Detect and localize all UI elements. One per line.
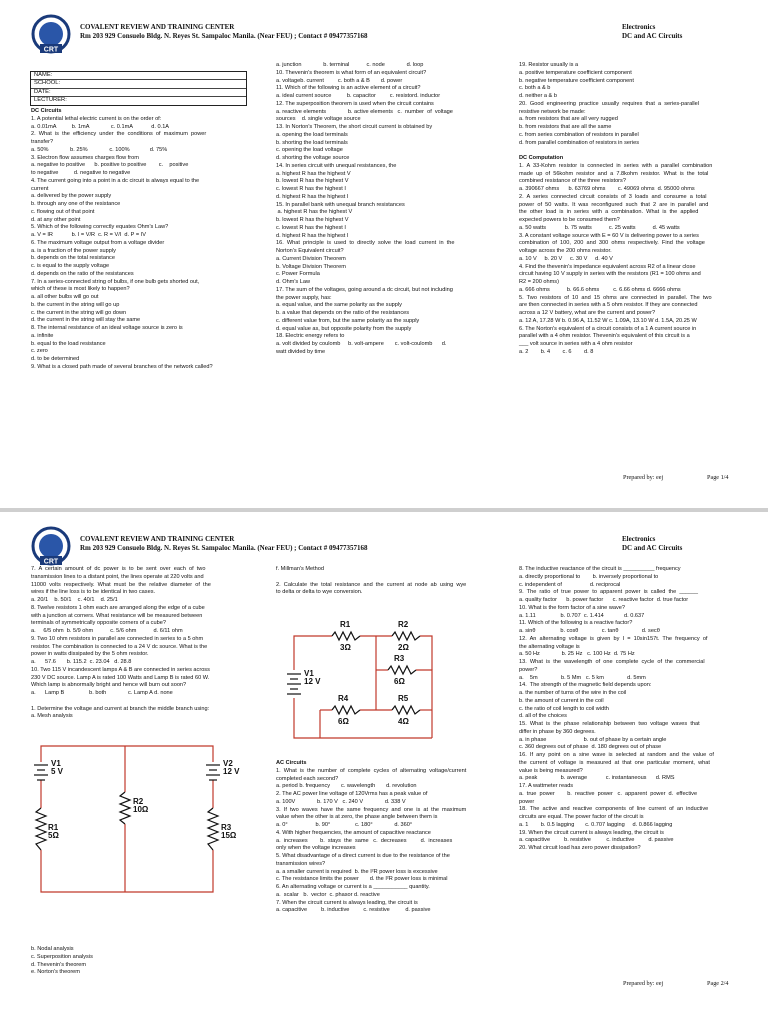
text-line: terminals of symmetrically opposite corners of a cube?: [31, 620, 166, 627]
circuit-diagram-1: [33, 732, 255, 912]
text-line: b. lowest R has the highest V: [276, 178, 349, 185]
topic-title: DC and AC Circuits: [622, 544, 683, 552]
text-line: d. neither a & b: [519, 93, 557, 99]
text-line: a. quality factor b. power factor c. reactive factor d. true factor: [519, 597, 689, 603]
text-line: a. 20/1 b. 50/1 c. 40/1 d. 25/1: [31, 597, 118, 603]
text-line: a. capacitive b. resistive c. inductive d. passive: [519, 837, 674, 844]
text-line: current: [31, 185, 49, 192]
text-line: a. negative to positive b. positive to positive c. positive: [31, 162, 189, 169]
r3-value: 15Ω: [221, 831, 237, 840]
text-line: a. peak b. average c. instantaneous d. RMS: [519, 775, 675, 782]
text-line: the alternating voltage is: [519, 643, 580, 650]
text-line: a. Current Division Theorem: [276, 255, 346, 262]
text-line: 16. What principle is used to directly solve the load current in the: [276, 240, 455, 247]
text-line: 1. A 33-Kohm resistor is connected in series with a parallel combination: [519, 162, 713, 169]
v1-value: 5 V: [51, 767, 64, 776]
text-line: value when the other is at zero, the phase angle between them is: [276, 814, 438, 821]
footer-prepared: Prepared by: eej: [623, 474, 664, 481]
r3-value: 6Ω: [394, 677, 405, 686]
school-logo: [30, 14, 72, 60]
text-line: d. from parallel combination of resistors in series: [519, 139, 640, 146]
text-line: a. 0° b. 90° c. 180° d. 360°: [276, 822, 413, 828]
text-line: power: [519, 798, 535, 805]
text-line: a. 1.11 b. 0.707 c. 1.414 d. 0.637: [519, 612, 645, 619]
text-line: 3. Electron flow assumes charges flow from: [31, 154, 139, 161]
text-line: 1. A potential lethal electric current is on the order of:: [31, 115, 162, 122]
text-line: 10. Thevenin's theorem is what form of an equivalent circuit?: [276, 69, 427, 76]
text-line: a. period b. frequency c. wavelength d. revolution: [276, 783, 417, 790]
text-line: d. all of the choices: [519, 713, 567, 720]
text-line: watt divided by time: [276, 348, 326, 355]
r2-label: R2: [398, 620, 409, 629]
text-line: 15. In parallel bank with unequal branch resistances: [276, 201, 405, 208]
lecturer-field[interactable]: LECTURER:: [34, 97, 67, 104]
top-wire: [41, 746, 213, 762]
text-line: parallel with a 4 ohm resistor. Thevenin's equivalent of this circuit is a: [519, 333, 690, 340]
text-line: 18. Electric energy refers to: [276, 333, 345, 340]
v2-label: V2: [223, 759, 233, 768]
text-line: c. is equal to the supply voltage: [31, 263, 110, 269]
page2-column-1-bottom: [31, 946, 255, 977]
text-line: c. lowest R has the highest I: [276, 186, 346, 192]
text-line: b. depends on the total resistance: [31, 255, 115, 262]
text-line: completed each second?: [276, 775, 339, 782]
text-line: c. the ratio of coil length to coil width: [519, 705, 609, 712]
text-line: 10. Two 115 V incandescent lamps A & B are connected in series across: [31, 666, 210, 673]
text-line: c. zero: [31, 348, 48, 355]
center-name: COVALENT REVIEW AND TRAINING CENTER: [80, 23, 235, 31]
text-line: 2. A series connected circuit consists of 3 loads and consume a total: [519, 193, 707, 200]
text-line: AC Circuits: [276, 760, 307, 766]
page2-column-3: [519, 566, 743, 853]
text-line: 11000 volts respectively. What must be the relative diameter of the: [31, 581, 211, 588]
text-line: 3. A constant voltage source with E = 60 V is delivering power to a series: [519, 232, 699, 239]
text-line: value is being measured?: [519, 767, 583, 774]
text-line: the other load is in series with a combination. What is the applied: [519, 209, 699, 216]
text-line: 10. What is the form factor of a sine wave?: [519, 604, 626, 611]
text-line: to delta or delta to wye conversion.: [276, 589, 363, 596]
text-line: 9. Two 10 ohm resistors in parallel are connected in series to a 5 ohm: [31, 635, 204, 642]
text-line: transmission wires?: [276, 860, 326, 867]
text-line: a. a smaller current is required b. the I²R power loss is excessive: [276, 868, 438, 875]
text-line: a. directly proportional to b. inversely proportional to: [519, 573, 659, 580]
text-line: 230 V DC source. Lamp A is rated 100 Watts and Lamp B is rated 60 W.: [31, 674, 210, 681]
name-box: [30, 71, 247, 106]
footer-prepared: Prepared by: eej: [623, 980, 664, 987]
text-line: a. highest R has the highest V: [276, 170, 351, 177]
header-subject: [622, 23, 682, 41]
text-line: c. 360 degrees out of phase d. 180 degrees out of phase: [519, 744, 662, 751]
text-line: 3. If two waves have the same frequency and one is at the maximum: [276, 806, 467, 813]
text-line: d. Ohm's Law: [276, 279, 311, 285]
text-line: c. both a & b: [519, 85, 551, 92]
text-line: combined resistance of the three resistors?: [519, 178, 626, 185]
text-line: across a 12 V battery, what are the current and power?: [519, 310, 656, 316]
text-line: d. depends on the ratio of the resistances: [31, 270, 134, 277]
center-address: Rm 203 929 Consuelo Bldg. N. Reyes St. Sampaloc Manila. (Near FEU) ; Contact # 09477357168: [80, 544, 368, 552]
text-line: 2. Calculate the total resistance and the current at node ab using wye: [276, 581, 467, 588]
text-line: a. 2 b. 4 c. 6 d. 8: [519, 348, 594, 355]
r1-label: R1: [340, 620, 351, 629]
subject-title: Electronics: [622, 535, 656, 543]
text-line: d. at any other point: [31, 216, 81, 223]
text-line: 17. A wattmeter reads: [519, 783, 574, 789]
text-line: c. flowing out of that point: [31, 208, 95, 215]
text-line: 14. The strength of the magnetic field depends upon:: [519, 682, 652, 689]
text-line: 18. The active and reactive components of line current of an inductive: [519, 806, 709, 813]
text-line: power?: [519, 666, 538, 673]
text-line: a. from resistors that are all very rugged: [519, 116, 618, 123]
text-line: combination of 100, 200 and 300 ohms respectively. Find the voltage: [519, 240, 705, 247]
text-line: a. delivered by the power supply: [31, 193, 112, 200]
text-line: a. 6/5 ohm b. 5/9 ohm c. 5/6 ohm d. 6/11 ohm: [31, 628, 183, 634]
text-line: circuit having 10 V supply in series with the resistors (R1 = 100 ohms and: [519, 271, 701, 278]
text-line: the power supply, has:: [276, 294, 332, 301]
text-line: 15. What is the phase relationship between two voltage waves that: [519, 721, 700, 727]
text-line: differ in phase by 360 degrees.: [519, 728, 596, 735]
text-line: a. increases b. stays the same c. decreases d. increases: [276, 837, 453, 844]
page2-column-1: [31, 566, 255, 721]
text-line: transmission lines to a distant point, the lines operate at 220 volts and: [31, 573, 204, 580]
text-line: a. V = IR b. I = V/R c. R = V/I d. P = IV: [31, 232, 146, 238]
text-line: a. voltageb. current c. both a & B d. power: [276, 77, 403, 84]
text-line: 1. What is the number of complete cycles of alternating voltage/current: [276, 767, 467, 774]
text-line: with a junction at corners. What resistance will be measured between: [31, 612, 203, 619]
text-line: circuits are equal. The power factor of the circuit is: [519, 814, 644, 820]
text-line: b. Voltage Division Theorem: [276, 263, 346, 270]
text-line: made up of 56kohm resistor and a 7.8kohm resistor. What is the total: [519, 170, 709, 177]
text-line: c. the current in the string will go down: [31, 309, 127, 316]
text-line: Norton's Equivalent circuit?: [276, 248, 344, 254]
r4-value: 6Ω: [338, 717, 349, 726]
text-line: wires if the line loss is to be identical in two cases.: [31, 589, 156, 596]
header-center: [80, 23, 367, 41]
text-line: 5. What disadvantage of a direct current is due to the resistance of the: [276, 853, 450, 859]
page-2: [0, 512, 768, 1020]
text-line: 19. Resistor usually is a: [519, 62, 579, 68]
text-line: a. 1 b. 0.5 lagging c. 0.707 lagging d. 0.866 lagging: [519, 821, 673, 828]
text-line: 12. The superposition theorem is used when the circuit contains: [276, 100, 434, 107]
text-line: 8. The internal resistance of an ideal voltage source is zero is: [31, 325, 183, 331]
text-line: d. equal value as, but opposite polarity from the supply: [276, 325, 412, 332]
text-line: power in watts dissipated by the 5 ohm resistor.: [31, 651, 149, 658]
v1-label: V1: [304, 669, 314, 678]
text-line: 17. The sum of the voltages, going around a dc circuit, but not including: [276, 286, 453, 293]
svg-text:CRT: CRT: [43, 46, 59, 54]
text-line: a. 50% b. 25% c. 100% d. 75%: [31, 146, 168, 153]
text-line: 7. In a series-connected string of bulbs, if one bulb gets shorted out,: [31, 278, 200, 285]
text-line: a. positive temperature coefficient component: [519, 69, 632, 76]
r5-value: 4Ω: [398, 717, 409, 726]
r3-label: R3: [221, 823, 232, 832]
text-line: a. volt divided by coulomb b. volt-ampere c. volt-coulomb d.: [276, 341, 447, 347]
text-line: 4. The current going into a point in a dc circuit is always equal to the: [31, 177, 200, 184]
page2-column-2-top: [276, 566, 500, 597]
date-field[interactable]: DATE:: [31, 89, 246, 97]
text-line: 4. With higher frequencies, the amount of capacitive reactance: [276, 829, 431, 836]
text-line: power of 50 watts. It was reconfigured such that 2 are in parallel and: [519, 201, 709, 208]
subject-title: Electronics: [622, 23, 656, 31]
text-line: a. reactive elements b. active elements c. number of voltage: [276, 108, 453, 115]
text-line: a. Lamp B b. both c. Lamp A d. none: [31, 690, 173, 696]
text-line: DC Circuits: [31, 108, 62, 114]
text-line: to negative d. negative to negative: [31, 170, 131, 176]
page2-column-2-bottom: [276, 760, 500, 915]
r5-label: R5: [398, 694, 409, 703]
page-1: [0, 0, 768, 508]
text-line: 7. When the circuit current is always leading, the circuit is: [276, 899, 418, 906]
r2-label: R2: [133, 797, 144, 806]
text-line: 19. When the circuit current is always leading, the circuit is: [519, 829, 664, 836]
footer-page: Page 1/4: [707, 474, 729, 481]
text-line: a. 666 ohms b. 66.6 ohms c. 6.66 ohms d. 6666 ohms: [519, 286, 681, 293]
text-line: a. equal value, and the same polarity as the supply: [276, 302, 402, 309]
text-line: 1. Determine the voltage and current at branch the middle branch using:: [31, 705, 210, 712]
text-line: c. The resistance limits the power d. the I²R power loss is minimal: [276, 876, 448, 883]
text-line: d. highest R has the highest I: [276, 232, 349, 239]
text-line: b. a value that depends on the ratio of the resistances: [276, 310, 410, 316]
text-line: c. lowest R has the highest I: [276, 224, 346, 231]
text-line: 9. The ratio of true power to apparent power is called the ______: [519, 589, 699, 596]
text-line: 20. What circuit load has zero power dissipation?: [519, 845, 641, 851]
text-line: d. Thevenin's theorem: [31, 961, 87, 968]
text-line: 5. Which of the following correctly equates Ohm's Law?: [31, 224, 169, 231]
text-line: resistor. The combination is connected to a 24 V dc source. What is the: [31, 643, 208, 650]
text-line: DC Computation: [519, 155, 564, 161]
text-line: 6. An alternating voltage or current is a ___________ quantity.: [276, 884, 430, 890]
text-line: [519, 147, 743, 155]
text-line: transfer?: [31, 139, 54, 145]
text-line: 20. Good engineering practice usually requires that a series-parallel: [519, 100, 700, 107]
text-line: which of these is most likely to happen?: [31, 286, 130, 293]
text-line: a. the number of turns of the wire in the coil: [519, 690, 627, 696]
text-line: Which lamp is abnormally bright and hence will burn out soon?: [31, 682, 187, 689]
r2-value: 10Ω: [133, 805, 149, 814]
text-line: a. 12 A, 17.28 W b. 0.96 A, 11.52 W c. 1.09A, 13.10 W d. 1.5A, 20.25 W: [519, 317, 697, 324]
text-line: a. 50 watts b. 75 watts c. 25 watts d. 45 watts: [519, 224, 680, 231]
text-line: b. Nodal analysis: [31, 946, 74, 952]
text-line: 2. The AC power line voltage of 120Vrms has a peak value of: [276, 791, 428, 797]
page1-column-1: [31, 108, 249, 372]
page1-column-2: [276, 62, 500, 357]
text-line: c. Superposition analysis: [31, 953, 93, 960]
text-line: c. opening the load voltage: [276, 147, 343, 154]
text-line: 6. The Norton's equivalent of a circuit consists of a 1 A current source in: [519, 325, 697, 332]
r3-label: R3: [394, 654, 405, 663]
text-line: 16. If any point on a sine wave is selected at random and the value of: [519, 752, 714, 758]
text-line: a. sinθ b. cosθ c. tanθ d. secθ: [519, 628, 660, 634]
r2-value: 2Ω: [398, 643, 409, 652]
v2-value: 12 V: [223, 767, 240, 776]
text-line: 4. Find the thevenin's impedance equivalent across R2 of a linear close: [519, 263, 696, 270]
text-line: b. equal to the load resistance: [31, 340, 106, 347]
text-line: [31, 698, 255, 706]
text-line: R2 = 200 ohms): [519, 279, 559, 285]
v1-value: 12 V: [304, 677, 321, 686]
header-subject: [622, 535, 682, 553]
text-line: c. Power Formula: [276, 271, 320, 278]
text-line: a. capacitive b. inductive c. resistive d. passive: [276, 907, 431, 914]
center-name: COVALENT REVIEW AND TRAINING CENTER: [80, 535, 235, 543]
v1-label: V1: [51, 759, 61, 768]
text-line: c. from series combination of resistors in parallel: [519, 131, 639, 138]
text-line: d. the current in the string will stay the same: [31, 317, 141, 324]
text-line: 9. What is a closed path made of several branches of the network called?: [31, 363, 213, 370]
text-line: 8. Twelve resistors 1 ohm each are arranged along the edge of a cube: [31, 604, 205, 611]
text-line: a. 0.01mA b. 1mA c. 0.1mA d. 0.1A: [31, 123, 170, 130]
text-line: c. different value from, but the same polarity as the supply: [276, 317, 420, 324]
header-center: [80, 535, 367, 553]
svg-text:CRT: CRT: [43, 558, 59, 566]
text-line: a. 57.6 b. 115.2 c. 23.04 d. 28.8: [31, 659, 132, 665]
r1-label: R1: [48, 823, 59, 832]
text-line: voltage across the 200 ohms resistor.: [519, 248, 612, 254]
text-line: a. all other bulbs will go out: [31, 294, 99, 300]
text-line: e. Norton's theorem: [31, 969, 80, 976]
text-line: 12. An alternating voltage is given by I = 10sin157t. The frequency of: [519, 635, 708, 642]
text-line: f. Millman's Method: [276, 566, 325, 572]
name-field[interactable]: NAME:: [31, 72, 246, 80]
text-line: a. in phase b. out of phase by a certain angle: [519, 736, 667, 743]
text-line: expected powers to be consumed them?: [519, 217, 620, 223]
text-line: b. negative temperature coefficient component: [519, 77, 634, 84]
text-line: a. ideal current source b. capacitor c. resistord. inductor: [276, 93, 441, 99]
text-line: a. is a fraction of the power supply: [31, 247, 116, 254]
text-line: a. infinite: [31, 332, 54, 339]
text-line: a. true power b. reactive power c. apparent power d. effective: [519, 790, 698, 797]
text-line: 11. Which of the following is a reactive factor?: [519, 620, 633, 627]
text-line: a. 390667 ohms b. 63769 ohms c. 49069 ohms d. 95000 ohms: [519, 186, 695, 192]
text-line: a. scalar b. vector c. phasor d. reactive: [276, 891, 380, 898]
r4-label: R4: [338, 694, 349, 703]
text-line: 7. A certain amount of dc power is to be sent over each of two: [31, 566, 206, 572]
text-line: 11. Which of the following is an active element of a circuit?: [276, 85, 421, 92]
topic-title: DC and AC Circuits: [622, 32, 683, 40]
text-line: b. shorting the load terminals: [276, 139, 348, 146]
text-line: a. opening the load terminals: [276, 131, 348, 138]
text-line: a. 100V b. 170 V c. 240 V d. 338 V: [276, 798, 406, 805]
text-line: 5. Two resistors of 10 and 15 ohms are connected in parallel. The two: [519, 294, 712, 301]
text-line: a. junction b. terminal c. node d. loop: [276, 62, 424, 68]
r1-value: 3Ω: [340, 643, 351, 652]
text-line: d. highest R has the highest I: [276, 193, 349, 200]
footer-page: Page 2/4: [707, 980, 729, 987]
text-line: resistive network be made:: [519, 108, 586, 115]
text-line: 13. In Norton's Theorem, the short circuit current is obtained by: [276, 124, 433, 130]
page1-column-3: [519, 62, 743, 357]
text-line: a. 10 V b. 20 V c. 30 V d. 40 V: [519, 255, 613, 262]
text-line: b. through any one of the resistance: [31, 201, 121, 207]
text-line: c. independent of d. reciprocal: [519, 581, 621, 588]
school-field[interactable]: SCHOOL:: [31, 80, 246, 88]
text-line: b. from resistors that are all the same: [519, 124, 612, 130]
text-line: 13. What is the wavelength of one complete cycle of the commercial: [519, 659, 705, 665]
text-line: [276, 574, 500, 582]
text-line: d. shorting the voltage source: [276, 155, 350, 161]
r1-value: 5Ω: [48, 831, 59, 840]
center-address: Rm 203 929 Consuelo Bldg. N. Reyes St. Sampaloc Manila. (Near FEU) ; Contact # 09477357168: [80, 32, 368, 40]
circuit-diagram-2: [280, 614, 480, 754]
text-line: b. lowest R has the highest V: [276, 217, 349, 223]
text-line: the current of voltage is measured at that one particular moment, what: [519, 759, 710, 766]
text-line: 2. What is the efficiency under the conditions of maximum power: [31, 131, 207, 138]
text-line: a. 50 Hz b. 25 Hz c. 100 Hz d. 75 Hz: [519, 651, 635, 658]
text-line: 6. The maximum voltage output from a voltage divider: [31, 239, 165, 246]
text-line: sources d. single voltage source: [276, 116, 361, 123]
text-line: 8. The inductive reactance of the circuit is __________ frequency: [519, 566, 681, 572]
text-line: b. the amount of current in the coil: [519, 697, 604, 704]
text-line: are then connected in series with a 5 ohm resistor. If they are connected: [519, 302, 698, 309]
text-line: a. 5m b. 5 Mm c. 5 km d. 5mm: [519, 674, 646, 681]
text-line: a. Mesh analysis: [31, 713, 73, 720]
text-line: ___ volt source in series with a 4 ohm resistor: [519, 341, 633, 347]
text-line: a. highest R has the highest V: [276, 209, 353, 216]
text-line: 14. In series circuit with unequal resistances, the: [276, 162, 397, 169]
bottom-wire: [41, 850, 213, 892]
text-line: only when the voltage increases: [276, 845, 356, 852]
text-line: b. the current in the string will go up: [31, 301, 120, 308]
text-line: d. to be determined: [31, 356, 80, 362]
